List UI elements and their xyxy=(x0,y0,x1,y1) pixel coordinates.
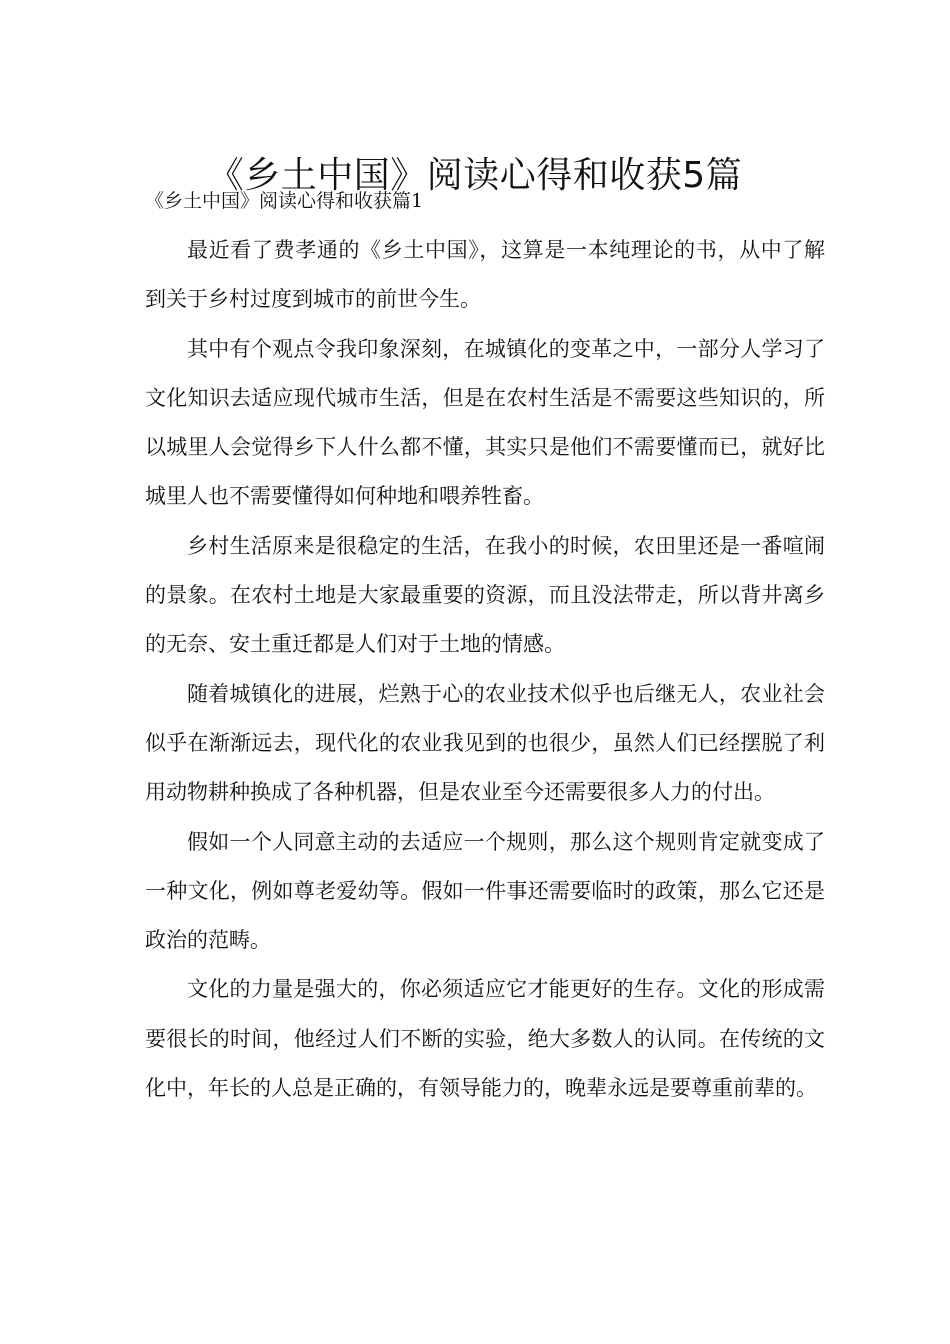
section-heading: 《乡土中国》阅读心得和收获篇1 xyxy=(145,190,424,212)
paragraph-3: 乡村生活原来是很稳定的生活，在我小的时候，农田里还是一番喧闹的景象。在农村土地是大家最重要的资源，而且没法带走，所以背井离乡的无奈、安土重迁都是人们对于土地的情感。 xyxy=(145,533,825,657)
document-title: 《乡土中国》阅读心得和收获5篇 xyxy=(207,155,743,197)
paragraph-1: 最近看了费孝通的《乡土中国》，这算是一本纯理论的书，从中了解到关于乡村过度到城市的前世今生。 xyxy=(145,238,825,312)
paragraph-6: 文化的力量是强大的，你必须适应它才能更好的生存。文化的形成需要很长的时间，他经过人们不断的实验，绝大多数人的认同。在传统的文化中，年长的人总是正确的，有领导能力的，晚辈永远是要尊重前辈的。 xyxy=(145,977,825,1101)
paragraph-5: 假如一个人同意主动的去适应一个规则，那么这个规则肯定就变成了一种文化，例如尊老爱幼等。假如一件事还需要临时的政策，那么它还是政治的范畴。 xyxy=(145,829,825,953)
paragraph-2: 其中有个观点令我印象深刻，在城镇化的变革之中，一部分人学习了文化知识去适应现代城市生活，但是在农村生活是不需要这些知识的，所以城里人会觉得乡下人什么都不懂，其实只是他们不需要懂而已，就好比城里人也不需要懂得如何种地和喂养牲畜。 xyxy=(145,336,825,509)
document-body xyxy=(145,226,825,1113)
paragraph-4: 随着城镇化的进展，烂熟于心的农业技术似乎也后继无人，农业社会似乎在渐渐远去，现代化的农业我见到的也很少，虽然人们已经摆脱了利用动物耕种换成了各种机器，但是农业至今还需要很多人力的付出。 xyxy=(145,681,825,805)
